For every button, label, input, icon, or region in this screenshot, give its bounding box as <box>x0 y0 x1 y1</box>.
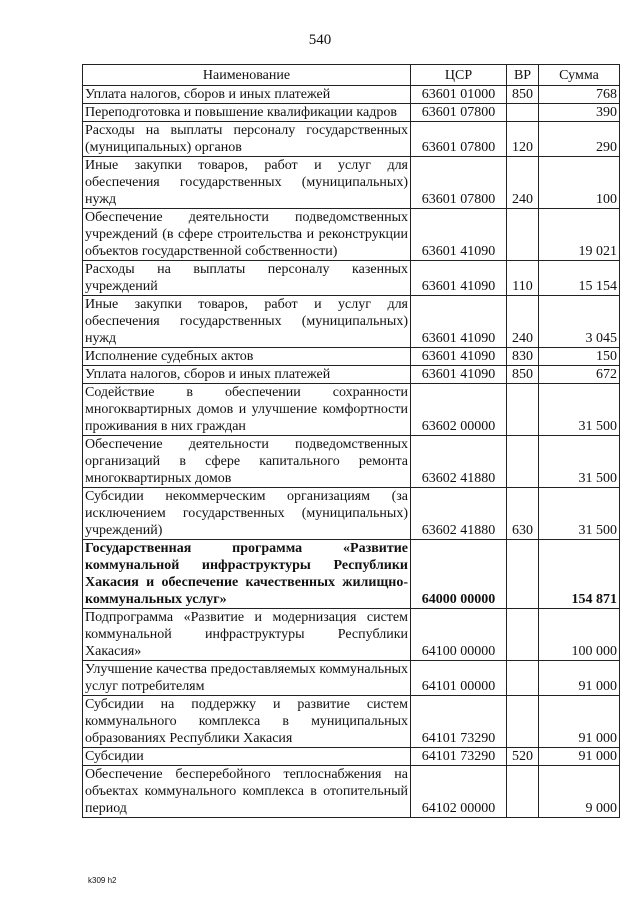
cell-csr: 63602 00000 <box>411 384 507 436</box>
cell-vr <box>507 609 539 661</box>
table-row <box>83 104 620 122</box>
cell-sum: 150 <box>539 348 620 366</box>
cell-vr <box>507 384 539 436</box>
table-row <box>83 122 620 157</box>
cell-name: Уплата налогов, сборов и иных платежей <box>83 86 411 104</box>
cell-name: Государственная программа «Развитие коммунальной инфраструктуры Республики Хакасия и обеспечение качественных жилищно-коммунальных услуг» <box>83 540 411 609</box>
table-row <box>83 436 620 488</box>
cell-csr: 63601 41090 <box>411 296 507 348</box>
cell-csr: 63602 41880 <box>411 488 507 540</box>
page-number: 540 <box>308 32 332 48</box>
cell-csr: 63601 07800 <box>411 157 507 209</box>
cell-csr: 64101 73290 <box>411 696 507 748</box>
table-row <box>83 609 620 661</box>
table-row <box>83 384 620 436</box>
cell-sum: 100 000 <box>539 609 620 661</box>
table-row <box>83 86 620 104</box>
cell-sum: 768 <box>539 86 620 104</box>
cell-vr: 240 <box>507 296 539 348</box>
cell-sum: 100 <box>539 157 620 209</box>
table-row <box>83 540 620 609</box>
cell-csr: 63602 41880 <box>411 436 507 488</box>
cell-csr: 64100 00000 <box>411 609 507 661</box>
cell-sum: 3 045 <box>539 296 620 348</box>
cell-sum: 154 871 <box>539 540 620 609</box>
cell-name: Уплата налогов, сборов и иных платежей <box>83 366 411 384</box>
cell-sum: 15 154 <box>539 261 620 296</box>
cell-name: Обеспечение бесперебойного теплоснабжения на объектах коммунального комплекса в отопительный период <box>83 766 411 818</box>
cell-name: Субсидии <box>83 748 411 766</box>
cell-name: Обеспечение деятельности подведомственных учреждений (в сфере строительства и реконструкции объектов государственной собственности) <box>83 209 411 261</box>
cell-name: Субсидии некоммерческим организациям (за исключением государственных (муниципальных) учреждений) <box>83 488 411 540</box>
cell-vr <box>507 436 539 488</box>
cell-vr <box>507 696 539 748</box>
cell-vr: 120 <box>507 122 539 157</box>
cell-vr: 850 <box>507 86 539 104</box>
cell-name: Иные закупки товаров, работ и услуг для обеспечения государственных (муниципальных) нужд <box>83 157 411 209</box>
header-vr: ВР <box>507 65 539 86</box>
cell-csr: 63601 41090 <box>411 366 507 384</box>
header-name: Наименование <box>83 65 411 86</box>
table-row <box>83 366 620 384</box>
cell-vr: 520 <box>507 748 539 766</box>
table-row <box>83 296 620 348</box>
cell-sum: 91 000 <box>539 661 620 696</box>
cell-vr: 830 <box>507 348 539 366</box>
table-row <box>83 766 620 818</box>
cell-vr <box>507 104 539 122</box>
header-sum: Сумма <box>539 65 620 86</box>
table-row <box>83 157 620 209</box>
table-body <box>83 86 620 818</box>
cell-sum: 91 000 <box>539 696 620 748</box>
cell-vr <box>507 209 539 261</box>
table-row <box>83 261 620 296</box>
cell-vr <box>507 766 539 818</box>
footer-code: k309 h2 <box>88 876 117 885</box>
cell-csr: 63601 41090 <box>411 261 507 296</box>
table-row <box>83 348 620 366</box>
cell-name: Обеспечение деятельности подведомственных организаций в сфере капитального ремонта многоквартирных домов <box>83 436 411 488</box>
cell-csr: 64101 73290 <box>411 748 507 766</box>
table-row <box>83 488 620 540</box>
cell-csr: 63601 41090 <box>411 348 507 366</box>
cell-name: Подпрограмма «Развитие и модернизация систем коммунальной инфраструктуры Республики Хакасия» <box>83 609 411 661</box>
cell-vr <box>507 540 539 609</box>
cell-vr: 110 <box>507 261 539 296</box>
cell-csr: 63601 01000 <box>411 86 507 104</box>
cell-csr: 64000 00000 <box>411 540 507 609</box>
cell-sum: 31 500 <box>539 436 620 488</box>
cell-name: Исполнение судебных актов <box>83 348 411 366</box>
cell-name: Иные закупки товаров, работ и услуг для обеспечения государственных (муниципальных) нужд <box>83 296 411 348</box>
table-row <box>83 696 620 748</box>
cell-sum: 390 <box>539 104 620 122</box>
cell-sum: 31 500 <box>539 384 620 436</box>
cell-name: Улучшение качества предоставляемых коммунальных услуг потребителям <box>83 661 411 696</box>
cell-vr: 630 <box>507 488 539 540</box>
cell-name: Расходы на выплаты персоналу казенных учреждений <box>83 261 411 296</box>
cell-vr <box>507 661 539 696</box>
table-row <box>83 209 620 261</box>
header-csr: ЦСР <box>411 65 507 86</box>
cell-vr: 240 <box>507 157 539 209</box>
cell-name: Расходы на выплаты персоналу государственных (муниципальных) органов <box>83 122 411 157</box>
cell-sum: 9 000 <box>539 766 620 818</box>
cell-csr: 64102 00000 <box>411 766 507 818</box>
cell-csr: 63601 07800 <box>411 104 507 122</box>
cell-name: Субсидии на поддержку и развитие систем коммунального комплекса в муниципальных образованиях Республики Хакасия <box>83 696 411 748</box>
cell-name: Содействие в обеспечении сохранности многоквартирных домов и улучшение комфортности проживания в них граждан <box>83 384 411 436</box>
budget-table <box>82 64 620 818</box>
table-row <box>83 661 620 696</box>
cell-csr: 63601 41090 <box>411 209 507 261</box>
table-row <box>83 748 620 766</box>
cell-csr: 64101 00000 <box>411 661 507 696</box>
cell-sum: 290 <box>539 122 620 157</box>
cell-vr: 850 <box>507 366 539 384</box>
cell-sum: 31 500 <box>539 488 620 540</box>
cell-sum: 672 <box>539 366 620 384</box>
cell-name: Переподготовка и повышение квалификации кадров <box>83 104 411 122</box>
table-header-row <box>83 65 620 86</box>
cell-sum: 19 021 <box>539 209 620 261</box>
cell-csr: 63601 07800 <box>411 122 507 157</box>
cell-sum: 91 000 <box>539 748 620 766</box>
